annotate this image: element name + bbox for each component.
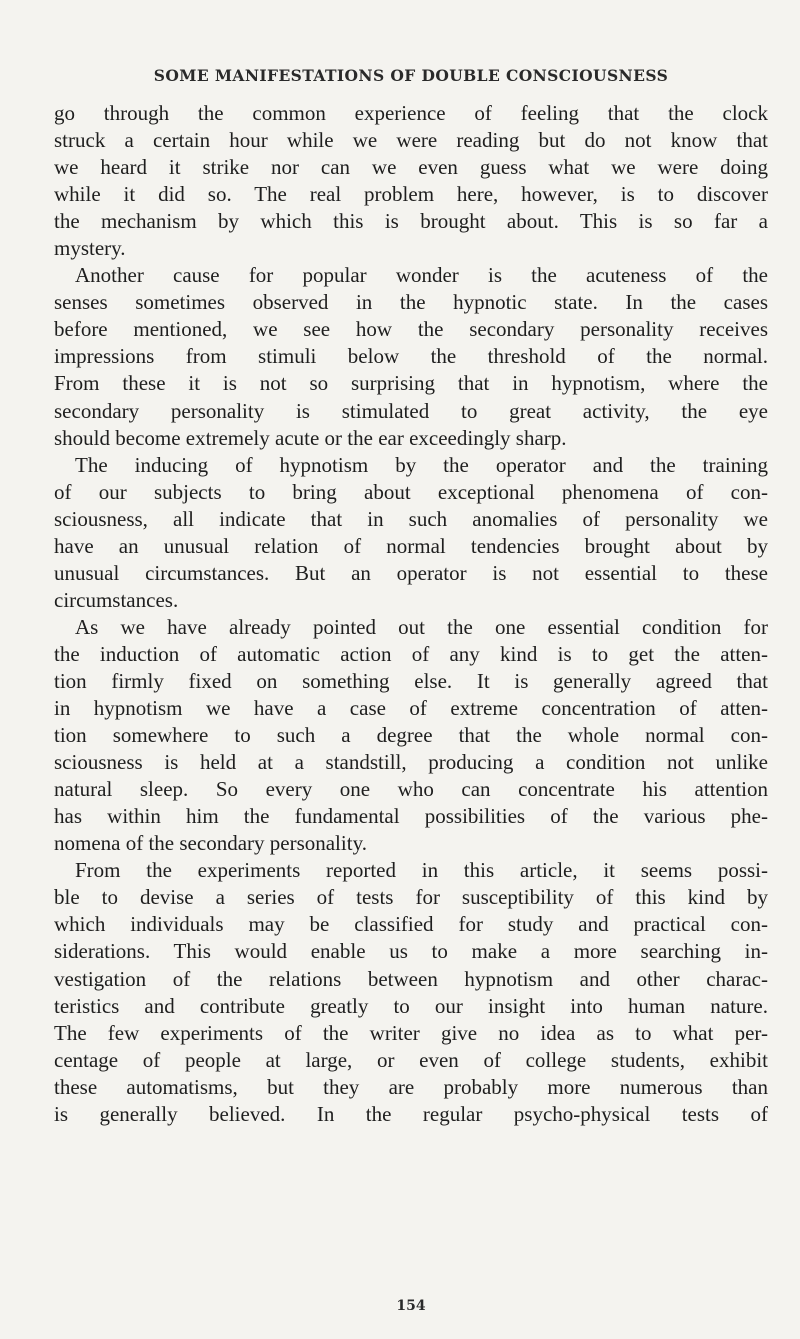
text-line: mystery. <box>54 236 126 261</box>
text-line: As we have already pointed out the one essential condition for <box>75 614 768 639</box>
text-line: unusual circumstances. But an operator is not essential to these <box>54 560 768 585</box>
text-line: in hypnotism we have a case of extreme concentration of atten- <box>54 696 768 721</box>
text-line: senses sometimes observed in the hypnotic state. In the cases <box>54 290 768 315</box>
text-line: should become extremely acute or the ear exceedingly sharp. <box>54 425 567 450</box>
text-line: vestigation of the relations between hypnotism and other charac- <box>54 966 768 991</box>
text-line: centage of people at large, or even of college students, exhibit <box>54 1047 768 1072</box>
text-line: sciousness is held at a standstill, producing a condition not unlike <box>54 750 768 775</box>
text-line: secondary personality is stimulated to great activity, the eye <box>54 398 768 423</box>
text-line: we heard it strike nor can we even guess what we were doing <box>54 155 768 180</box>
text-line: tion somewhere to such a degree that the whole normal con- <box>54 723 768 748</box>
text-line: From these it is not so surprising that in hypnotism, where the <box>54 371 768 396</box>
text-line: impressions from stimuli below the threshold of the normal. <box>54 344 768 369</box>
text-line: is generally believed. In the regular psycho-physical tests of <box>54 1101 768 1126</box>
text-line: siderations. This would enable us to make a more searching in- <box>54 939 768 964</box>
text-line: have an unusual relation of normal tendencies brought about by <box>54 533 768 558</box>
text-line: these automatisms, but they are probably more numerous than <box>54 1074 768 1099</box>
text-line: tion firmly fixed on something else. It is generally agreed that <box>54 668 768 693</box>
text-line: while it did so. The real problem here, however, is to discover <box>54 182 768 207</box>
text-line: Another cause for popular wonder is the acuteness of the <box>75 263 768 288</box>
text-line: sciousness, all indicate that in such anomalies of personality we <box>54 506 768 531</box>
book-page <box>54 0 768 1339</box>
text-line: which individuals may be classified for study and practical con- <box>54 912 768 937</box>
text-line: nomena of the secondary personality. <box>54 831 367 856</box>
text-line: before mentioned, we see how the secondary personality receives <box>54 317 768 342</box>
text-line: struck a certain hour while we were reading but do not know that <box>54 128 768 153</box>
page-number: 154 <box>396 1298 426 1314</box>
text-line: From the experiments reported in this article, it seems possi- <box>75 858 768 883</box>
text-line: has within him the fundamental possibilities of the various phe- <box>54 804 768 829</box>
text-line: circumstances. <box>54 587 179 612</box>
running-head: SOME MANIFESTATIONS OF DOUBLE CONSCIOUSNESS <box>153 66 669 85</box>
text-line: of our subjects to bring about exceptional phenomena of con- <box>54 479 768 504</box>
text-line: natural sleep. So every one who can concentrate his attention <box>54 777 768 802</box>
body-text <box>54 100 768 1128</box>
text-line: ble to devise a series of tests for susceptibility of this kind by <box>54 885 768 910</box>
text-line: The few experiments of the writer give no idea as to what per- <box>54 1020 768 1045</box>
text-line: go through the common experience of feeling that the clock <box>54 101 768 125</box>
text-line: teristics and contribute greatly to our insight into human nature. <box>54 993 768 1018</box>
text-line: the mechanism by which this is brought about. This is so far a <box>54 209 768 234</box>
text-line: the induction of automatic action of any kind is to get the atten- <box>54 641 768 666</box>
text-line: The inducing of hypnotism by the operator and the training <box>75 452 768 477</box>
